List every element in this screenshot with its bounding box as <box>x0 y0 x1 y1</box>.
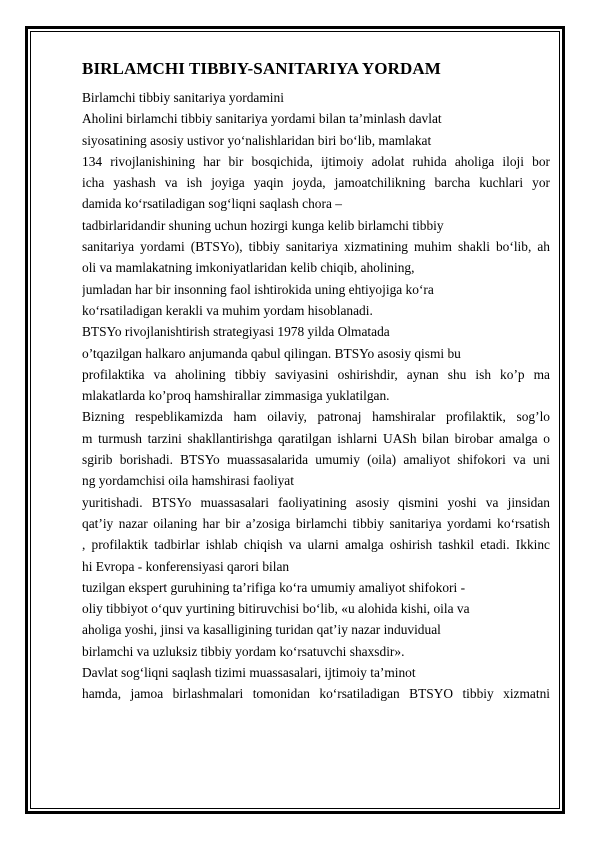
text-line: birlamchi va uzluksiz tibbiy yordam ko‘rsatuvchi shaxsdir». <box>82 643 405 659</box>
text-line: hi Evropa - konferensiyasi qarori bilan <box>82 558 290 574</box>
text-line: damida ko‘rsatiladigan sog‘liqni saqlash chora – <box>82 196 342 212</box>
text-line: o’tqazilgan halkaro anjumanda qabul qilingan. BTSYo asosiy qismi bu <box>82 345 461 361</box>
document-title: BIRLAMCHI TIBBIY-SANITARIYA YORDAM <box>82 59 441 78</box>
text-line: hamda, jamoa birlashmalari tomonidan ko‘rsatiladigan BTSYO tibbiy xizmatni <box>82 686 550 702</box>
paragraph-lines <box>82 87 550 705</box>
text-line: Davlat sog‘liqni saqlash tizimi muassasalari, ijtimoiy ta’minot <box>82 665 416 681</box>
text-line: tuzilgan ekspert guruhining ta’rifiga ko‘ra umumiy amaliyot shifokori - <box>82 579 466 595</box>
text-line: aholiga yoshi, jinsi va kasalligining turidan qat’iy nazar induvidual <box>82 622 441 638</box>
text-line: mlakatlarda ko’proq hamshirallar zimmasiga yuklatilgan. <box>82 388 390 404</box>
text-line: jumladan har bir insonning faol ishtirokida uning ehtiyojiga ko‘ra <box>82 281 434 297</box>
text-line: tadbirlaridandir shuning uchun hozirgi kunga kelib birlamchi tibbiy <box>82 217 444 233</box>
text-line: oliy tibbiyot o‘quv yurtining bitiruvchisi bo‘lib, «u alohida kishi, oila va <box>82 601 470 617</box>
text-line: Aholini birlamchi tibbiy sanitariya yordami bilan ta’minlash davlat <box>82 111 442 127</box>
text-line: Bizning respeblikamizda ham oilaviy, patronaj hamshiralar profilaktik, sog’lo <box>82 409 550 425</box>
text-line: m turmush tarzini shakllantirishga qaratilgan ishlarni UASh bilan birobar amalga o <box>82 430 550 446</box>
text-line: oli va mamlakatning imkoniyatlaridan kelib chiqib, aholining, <box>82 260 415 276</box>
text-line: BTSYo rivojlanishtirish strategiyasi 1978 yilda Olmatada <box>82 324 390 340</box>
document-body <box>82 58 550 705</box>
text-line: Birlamchi tibbiy sanitariya yordamini <box>82 90 284 105</box>
text-line: yuritishadi. BTSYo muassasalari faoliyatining asosiy qismini yoshi va jinsidan <box>82 494 550 510</box>
text-line: icha yashash va ish joyiga yaqin joyda, jamoatchilikning barcha kuchlari yor <box>82 175 550 191</box>
text-line: ko‘rsatiladigan kerakli va muhim yordam hisoblanadi. <box>82 302 373 318</box>
text-line: , profilaktik tadbirlar ishlab chiqish va ularni amalga oshirish tashkil etadi. Ikkinc <box>82 537 550 553</box>
text-line: sgirib borishadi. BTSYo muassasalarida umumiy (oila) amaliyot shifokori va uni <box>82 452 550 468</box>
text-line: sanitariya yordami (BTSYo), tibbiy sanitariya xizmatining muhim shakli bo‘lib, ah <box>82 239 550 255</box>
text-line: siyosatining asosiy ustivor yo‘nalishlaridan biri bo‘lib, mamlakat <box>82 132 432 148</box>
text-line: qat’iy nazar oilaning har bir a’zosiga birlamchi tibbiy sanitariya yordami ko‘rsatish <box>82 515 550 531</box>
text-line: profilaktika va aholining tibbiy saviyasini oshirishdir, aynan shu ish ko’p ma <box>82 366 550 382</box>
text-line: 134 rivojlanishining har bir bosqichida, ijtimoiy adolat ruhida aholiga iloji bor <box>82 153 550 169</box>
text-line: ng yordamchisi oila hamshirasi faoliyat <box>82 473 294 489</box>
